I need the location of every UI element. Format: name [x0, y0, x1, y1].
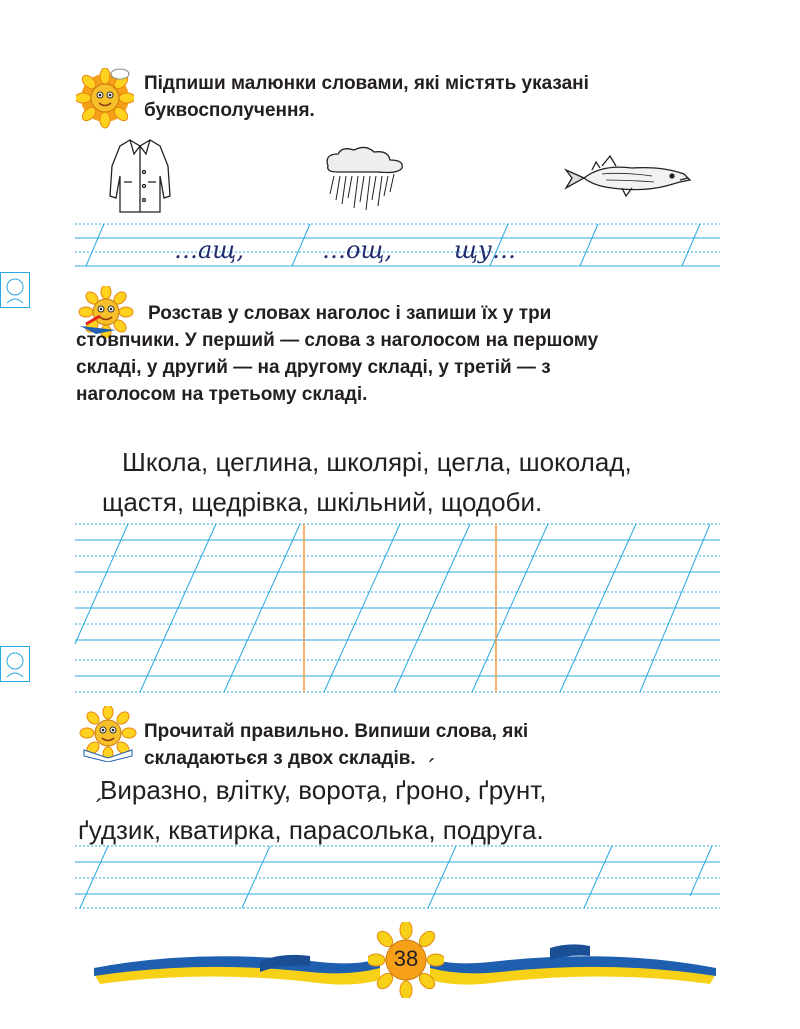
task2-words-line2: щастя, щедрівка, шкільний, щодоби.: [102, 487, 543, 517]
task2-instruction-line1: Розстав у словах наголос і запиши їх у три: [148, 303, 552, 324]
line1-word-1: вл´ ітку,: [216, 775, 299, 805]
task3-instruction-line2: складаються з двох складів.: [144, 748, 416, 769]
task3-instruction-line1: Прочитай правильно. Випиши слова, які: [144, 721, 529, 742]
task3-words-line1: [78, 770, 758, 810]
sunflower-mascot-icon: [76, 68, 134, 130]
hint-shchu: щу…: [454, 236, 516, 264]
pike-fish-icon: [562, 150, 692, 204]
task2-instruction-line2: стовпчики. У перший — слова з наголосом на першому: [76, 330, 599, 351]
task2-words-line1: Школа, цеглина, школярі, цегла, шоколад,: [122, 447, 632, 477]
stress-mark: ´ у: [89, 815, 101, 845]
side-mascot-icon-2: [0, 646, 30, 682]
stress-mark: ´ о: [457, 815, 471, 845]
stress-mark: ´ а: [146, 775, 160, 805]
task2-writing-grid: [0, 520, 800, 700]
task1-writing-lines: [0, 220, 800, 280]
task1-instruction-line1: Підпиши малюнки словами, які містять указані: [144, 73, 589, 94]
line2-word-2: парас´ олька,: [289, 815, 443, 845]
sunflower-reading-icon: [76, 706, 140, 762]
line1-word-4: ґрунт,: [478, 775, 547, 805]
line2-word-0: ґ´ удзик,: [78, 815, 168, 845]
line2-word-3: п´ одруга.: [443, 815, 544, 845]
line1-word-3: ґр´ оно,: [395, 775, 478, 805]
task3-writing-lines: [0, 842, 800, 912]
stress-mark: ´ о: [420, 775, 434, 805]
stress-mark: ´ о: [341, 775, 355, 805]
stress-mark: ´ о: [359, 815, 373, 845]
line1-word-0: Вир´ азно,: [100, 775, 216, 805]
stress-mark: ´ и: [219, 815, 234, 845]
task2-instruction-line3: складі, у другий — на другому складі, у третій — з: [76, 357, 551, 378]
task1-instruction-line2: буквосполучення.: [144, 100, 315, 121]
task2-instruction-line4: наголосом на третьому складі.: [76, 384, 368, 405]
stress-mark: ´ і: [244, 775, 250, 805]
hint-ashch: …ащ,: [174, 236, 244, 264]
rain-cloud-icon: [318, 144, 418, 216]
line1-word-2: вор´ ота,: [298, 775, 395, 805]
side-mascot-icon: [0, 272, 30, 308]
page-number: 38: [393, 946, 419, 971]
line2-word-1: кват´ ирка,: [168, 815, 289, 845]
coat-icon: [100, 136, 180, 216]
hint-oshch: …ощ,: [322, 236, 393, 264]
